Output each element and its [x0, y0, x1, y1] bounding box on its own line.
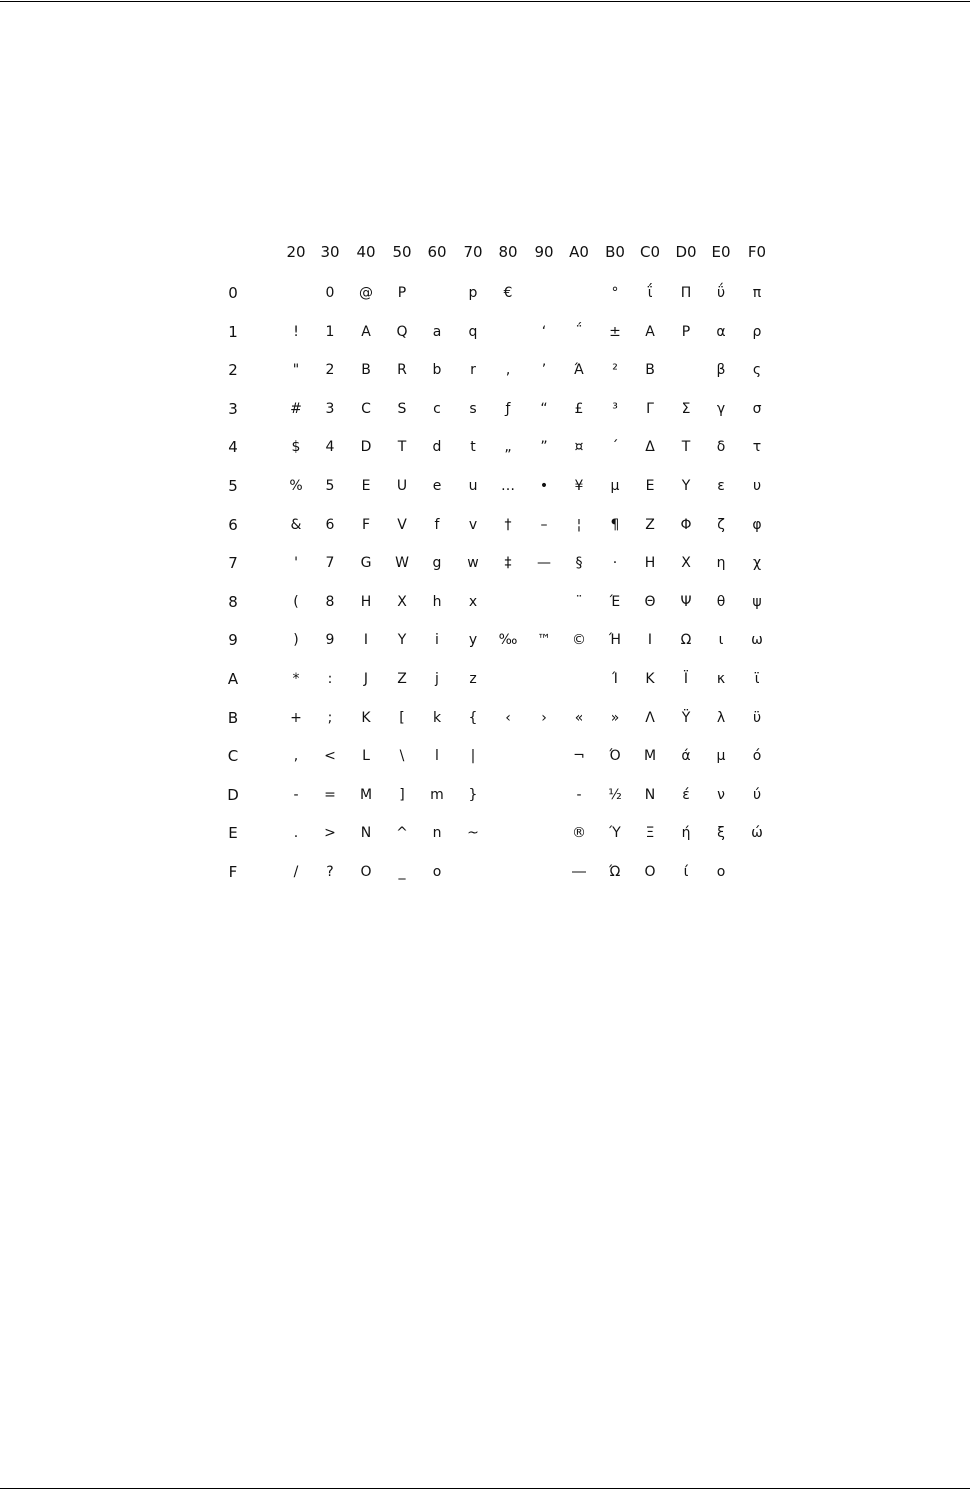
character-cell: 6 [325, 517, 335, 533]
character-cell: ’ [541, 362, 547, 378]
character-cell: δ [716, 439, 726, 455]
character-cell: F [361, 517, 371, 533]
character-cell: Τ [681, 439, 691, 455]
character-cell: ² [612, 362, 618, 378]
character-cell: ! [293, 324, 299, 340]
character-cell: ½ [608, 787, 622, 803]
character-cell: ' [294, 555, 298, 571]
character-cell: c [433, 401, 441, 417]
character-cell: K [361, 710, 371, 726]
character-cell: ; [327, 710, 333, 726]
character-cell: a [432, 324, 442, 340]
character-cell: ΐ [647, 285, 653, 301]
character-cell: – [540, 517, 548, 533]
character-cell: € [503, 285, 513, 301]
character-cell: z [469, 671, 477, 687]
column-header: C0 [639, 243, 661, 261]
character-cell: 7 [325, 555, 335, 571]
character-cell: E [361, 478, 371, 494]
character-cell: Υ [681, 478, 691, 494]
character-cell: Q [396, 324, 408, 340]
character-cell: O [360, 864, 372, 880]
character-cell: C [361, 401, 371, 417]
character-cell: › [541, 710, 547, 726]
character-cell: M [359, 787, 373, 803]
character-cell: b [432, 362, 442, 378]
character-cell: v [468, 517, 478, 533]
character-cell: » [610, 710, 620, 726]
character-cell: Ψ [680, 594, 692, 610]
character-cell: μ [716, 748, 726, 764]
character-cell: ΰ [716, 285, 726, 301]
row-header: D [227, 786, 239, 804]
character-cell: 0 [325, 285, 335, 301]
character-cell: s [469, 401, 477, 417]
character-cell: = [324, 787, 336, 803]
character-cell: Β [645, 362, 655, 378]
character-cell: Κ [645, 671, 655, 687]
character-cell: Ή [608, 632, 622, 648]
character-cell: . [293, 825, 299, 841]
character-cell: d [432, 439, 442, 455]
character-cell: ± [609, 324, 621, 340]
character-cell: ι [718, 632, 724, 648]
character-cell: < [324, 748, 336, 764]
character-cell: W [395, 555, 409, 571]
character-cell: \ [399, 748, 405, 764]
row-header: A [227, 670, 239, 688]
character-cell: £ [574, 401, 584, 417]
character-cell: ) [293, 632, 299, 648]
character-cell: Ν [644, 787, 656, 803]
column-header: 80 [498, 243, 518, 261]
top-rule [0, 1, 970, 2]
character-cell: γ [716, 401, 726, 417]
row-header: 2 [228, 361, 238, 379]
character-cell: Ϋ [681, 710, 691, 726]
character-cell: φ [752, 517, 762, 533]
character-cell: Ω [680, 632, 692, 648]
character-cell: ν [717, 787, 725, 803]
character-cell: t [470, 439, 476, 455]
character-cell: ° [611, 285, 619, 301]
character-cell: , [293, 748, 299, 764]
column-header: 20 [286, 243, 306, 261]
character-cell: Ι [647, 632, 653, 648]
character-cell: π [752, 285, 762, 301]
character-cell: n [432, 825, 442, 841]
character-cell: ³ [612, 401, 618, 417]
character-cell: m [430, 787, 444, 803]
character-cell: / [293, 864, 299, 880]
character-cell: ¦ [576, 517, 582, 533]
character-cell: ( [293, 594, 299, 610]
character-cell: - [293, 787, 299, 803]
character-cell: Π [680, 285, 692, 301]
character-cell: + [290, 710, 302, 726]
character-cell: p [468, 285, 478, 301]
character-cell: ¥ [574, 478, 584, 494]
column-header: F0 [747, 243, 767, 261]
character-cell: † [504, 517, 512, 533]
character-cell: ά [681, 748, 691, 764]
character-cell: y [468, 632, 478, 648]
character-cell: Χ [681, 555, 691, 571]
character-cell: Γ [646, 401, 654, 417]
character-cell: T [397, 439, 407, 455]
character-cell: ω [751, 632, 763, 648]
character-cell: Θ [644, 594, 656, 610]
character-cell: υ [752, 478, 762, 494]
character-cell: ¶ [610, 517, 620, 533]
character-cell: g [432, 555, 442, 571]
character-cell: — [537, 555, 551, 571]
column-header: 90 [534, 243, 554, 261]
character-cell: Η [644, 555, 656, 571]
character-cell: ” [540, 439, 548, 455]
row-header: 0 [228, 284, 238, 302]
character-cell: “ [540, 401, 548, 417]
character-cell: Ό [609, 748, 621, 764]
character-cell: • [539, 478, 549, 494]
character-cell: κ [716, 671, 726, 687]
character-cell: o [432, 864, 442, 880]
character-cell: „ [504, 439, 512, 455]
column-header: 30 [320, 243, 340, 261]
character-cell: ΅ [575, 324, 583, 340]
character-cell: ό [752, 748, 762, 764]
character-cell: # [290, 401, 302, 417]
character-cell: Z [397, 671, 407, 687]
character-cell: Ρ [681, 324, 691, 340]
row-header: B [227, 709, 239, 727]
row-header: 9 [228, 631, 238, 649]
character-cell: ® [572, 825, 586, 841]
character-cell: @ [359, 285, 373, 301]
character-cell: ¨ [575, 594, 583, 610]
character-cell: % [289, 478, 303, 494]
character-cell: ‹ [505, 710, 511, 726]
column-header: E0 [711, 243, 731, 261]
character-cell: i [435, 632, 439, 648]
character-cell: r [470, 362, 476, 378]
row-header: 8 [228, 593, 238, 611]
character-cell: ¤ [574, 439, 584, 455]
character-cell: 8 [325, 594, 335, 610]
column-header: 60 [427, 243, 447, 261]
row-header: 7 [228, 554, 238, 572]
character-cell: ― [572, 864, 586, 880]
character-cell: ? [326, 864, 334, 880]
character-cell: ‘ [541, 324, 547, 340]
character-cell: L [362, 748, 370, 764]
character-cell: Α [645, 324, 655, 340]
character-cell: u [468, 478, 478, 494]
row-header: 5 [228, 477, 238, 495]
character-cell: 5 [325, 478, 335, 494]
character-cell: · [612, 555, 618, 571]
bottom-rule [0, 1488, 970, 1489]
character-cell: - [576, 787, 582, 803]
character-cell: ‚ [505, 362, 511, 378]
character-cell: k [432, 710, 442, 726]
character-cell: e [432, 478, 442, 494]
character-cell: 3 [325, 401, 335, 417]
character-cell: Ί [612, 671, 618, 687]
character-cell: ^ [396, 825, 408, 841]
character-cell: Ά [574, 362, 584, 378]
character-cell: έ [682, 787, 690, 803]
row-header: 6 [228, 516, 238, 534]
character-cell: ψ [752, 594, 762, 610]
character-cell: B [361, 362, 371, 378]
character-cell: } [468, 787, 478, 803]
character-cell: µ [610, 478, 620, 494]
character-cell: 1 [325, 324, 335, 340]
column-header: D0 [675, 243, 697, 261]
character-cell: ή [681, 825, 691, 841]
character-cell: X [397, 594, 407, 610]
character-cell: © [572, 632, 586, 648]
row-header: F [228, 863, 238, 881]
character-cell: l [435, 748, 439, 764]
character-cell: Σ [681, 401, 691, 417]
character-cell: I [363, 632, 369, 648]
character-cell: 2 [325, 362, 335, 378]
character-cell: q [468, 324, 478, 340]
character-cell: _ [398, 864, 406, 880]
character-cell: ϋ [752, 710, 762, 726]
character-cell: ύ [752, 787, 762, 803]
character-cell: * [292, 671, 300, 687]
character-cell: 4 [325, 439, 335, 455]
character-cell: ε [717, 478, 725, 494]
character-cell: β [716, 362, 726, 378]
character-cell: ƒ [505, 401, 511, 417]
character-cell: : [327, 671, 333, 687]
character-cell: w [467, 555, 479, 571]
character-cell: Δ [645, 439, 655, 455]
character-cell: ~ [467, 825, 479, 841]
character-cell: [ [399, 710, 405, 726]
column-header: 40 [356, 243, 376, 261]
character-cell: τ [752, 439, 762, 455]
character-cell: S [397, 401, 407, 417]
character-cell: " [292, 362, 300, 378]
character-cell: σ [752, 401, 762, 417]
character-cell: Ξ [645, 825, 655, 841]
column-header: 70 [463, 243, 483, 261]
character-cell: ¬ [573, 748, 585, 764]
character-cell: { [468, 710, 478, 726]
character-cell: D [360, 439, 372, 455]
character-cell: Y [397, 632, 407, 648]
character-cell: ς [752, 362, 762, 378]
character-cell: H [360, 594, 372, 610]
character-cell: $ [291, 439, 301, 455]
character-cell: θ [716, 594, 726, 610]
character-cell: § [575, 555, 583, 571]
character-cell: ϊ [754, 671, 760, 687]
character-cell: J [363, 671, 369, 687]
character-cell: V [397, 517, 407, 533]
character-cell: Έ [609, 594, 621, 610]
character-cell: f [434, 517, 440, 533]
character-cell: A [361, 324, 371, 340]
character-cell: Ζ [645, 517, 655, 533]
row-header: 3 [228, 400, 238, 418]
column-header: A0 [569, 243, 589, 261]
column-header: B0 [605, 243, 625, 261]
character-cell: ξ [717, 825, 725, 841]
character-cell: & [290, 517, 302, 533]
character-cell: ί [683, 864, 689, 880]
character-cell: ο [716, 864, 726, 880]
row-header: C [227, 747, 239, 765]
character-cell: h [432, 594, 442, 610]
character-cell: η [716, 555, 726, 571]
character-cell: Ε [645, 478, 655, 494]
character-cell: R [397, 362, 407, 378]
character-cell: λ [716, 710, 726, 726]
character-cell: | [470, 748, 476, 764]
character-cell: Ώ [609, 864, 621, 880]
character-cell: Ύ [609, 825, 621, 841]
character-cell: ΄ [611, 439, 619, 455]
row-header: E [228, 824, 238, 842]
character-cell: x [468, 594, 478, 610]
character-cell: ζ [717, 517, 725, 533]
row-header: 1 [228, 323, 238, 341]
character-cell: ρ [752, 324, 762, 340]
character-cell: ώ [751, 825, 763, 841]
character-cell: 9 [325, 632, 335, 648]
character-cell: ‰ [498, 632, 518, 648]
character-cell: U [396, 478, 408, 494]
row-header: 4 [228, 438, 238, 456]
character-cell: ] [399, 787, 405, 803]
character-cell: N [360, 825, 372, 841]
character-cell: Λ [645, 710, 655, 726]
character-cell: P [397, 285, 407, 301]
character-cell: ‡ [504, 555, 512, 571]
character-cell: j [435, 671, 439, 687]
character-cell: χ [752, 555, 762, 571]
character-cell: Ϊ [683, 671, 689, 687]
character-cell: α [716, 324, 726, 340]
character-cell: Φ [680, 517, 692, 533]
column-header: 50 [392, 243, 412, 261]
character-cell: ™ [537, 632, 551, 648]
character-cell: Μ [643, 748, 657, 764]
character-cell: G [360, 555, 372, 571]
character-cell: > [324, 825, 336, 841]
character-cell: … [501, 478, 515, 494]
character-cell: Ο [644, 864, 656, 880]
character-cell: « [574, 710, 584, 726]
